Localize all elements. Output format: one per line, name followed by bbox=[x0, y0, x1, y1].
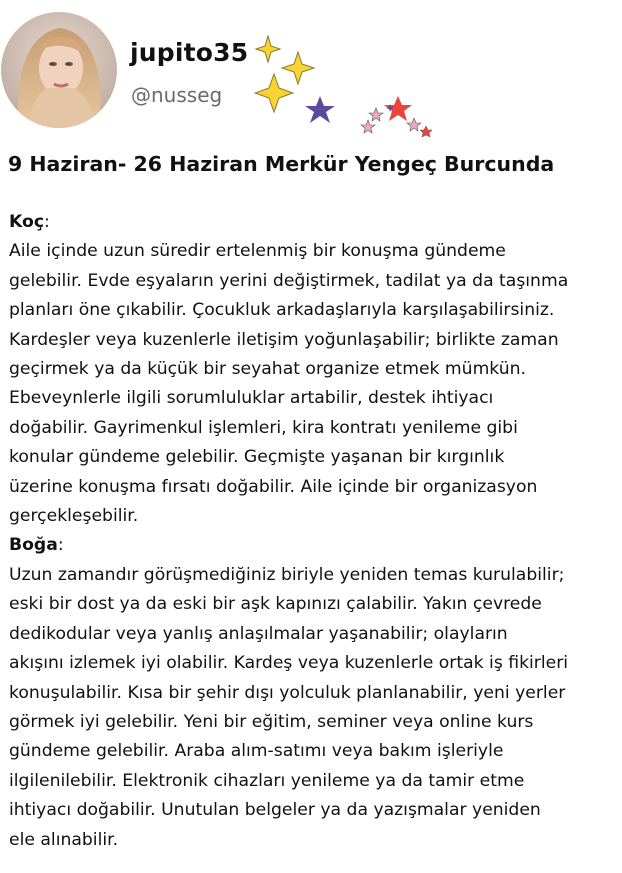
text-line: Ebeveynlerle ilgili sorumluluklar artabilir, destek ihtiyacı bbox=[9, 388, 494, 409]
text-line: gündeme gelebilir. Araba alım-satımı veya bakım işleriyle bbox=[9, 741, 504, 762]
text-line: ele alınabilir. bbox=[9, 829, 119, 850]
decorative-stars bbox=[250, 30, 450, 140]
star-icon bbox=[361, 120, 375, 133]
text-line: ihtiyacı doğabilir. Unutulan belgeler ya da yazışmalar yeniden bbox=[9, 800, 541, 821]
star-icon bbox=[407, 118, 421, 131]
star-icon bbox=[420, 126, 432, 137]
sign-name: Boğa bbox=[9, 535, 58, 556]
text-line: Aile içinde uzun süredir ertelenmiş bir konuşma gündeme bbox=[9, 241, 506, 262]
sign-heading: Koç: bbox=[9, 212, 50, 232]
text-line: doğabilir. Gayrimenkul işlemleri, kira kontratı yenileme gibi bbox=[9, 417, 518, 438]
text-line: üzerine konuşma fırsatı doğabilir. Aile içinde bir organizasyon bbox=[9, 476, 538, 497]
avatar-photo bbox=[1, 12, 117, 128]
post-body bbox=[9, 208, 619, 855]
sparkle-icon bbox=[255, 74, 293, 112]
profile-header bbox=[0, 0, 622, 140]
user-handle: @nusseg bbox=[131, 83, 223, 107]
text-line: dedikodular veya yanlış anlaşılmalar yaşanabilir; olayların bbox=[9, 623, 508, 644]
text-line: ilgilenilebilir. Elektronik cihazları yenileme ya da tamir etme bbox=[9, 770, 525, 791]
text-line: planları öne çıkabilir. Çocukluk arkadaşlarıyla karşılaşabilirsiniz. bbox=[9, 300, 555, 321]
username[interactable]: jupito35 bbox=[130, 38, 249, 67]
text-line: gerçekleşebilir. bbox=[9, 506, 139, 527]
sparkle-icon bbox=[282, 52, 314, 84]
star-icon bbox=[305, 96, 335, 123]
text-line: Kardeşler veya kuzenlerle iletişim yoğunlaşabilir; birlikte zaman bbox=[9, 329, 559, 350]
text-line: akışını izlemek iyi olabilir. Kardeş veya kuzenlerle ortak iş fikirleri bbox=[9, 653, 569, 674]
avatar[interactable] bbox=[1, 12, 117, 128]
sign-heading: Boğa: bbox=[9, 535, 64, 556]
sparkle-icon bbox=[256, 36, 280, 62]
text-line: eski bir dost ya da eski bir aşk kapınızı çalabilir. Yakın çevrede bbox=[9, 594, 542, 615]
sign-section-boga bbox=[9, 531, 619, 854]
sign-section-koc bbox=[9, 208, 619, 531]
text-line: gelebilir. Evde eşyaların yerini değiştirmek, tadilat ya da taşınma bbox=[9, 270, 569, 291]
text-line: konular gündeme gelebilir. Geçmişte yaşanan bir kırgınlık bbox=[9, 447, 505, 468]
text-line: konuşulabilir. Kısa bir şehir dışı yolculuk planlanabilir, yeni yerler bbox=[9, 682, 566, 703]
text-line: geçirmek ya da küçük bir seyahat organize etmek mümkün. bbox=[9, 359, 526, 380]
text-line: Uzun zamandır görüşmediğiniz biriyle yeniden temas kurulabilir; bbox=[9, 564, 565, 585]
sign-name: Koç bbox=[9, 212, 45, 232]
star-icon bbox=[369, 108, 383, 121]
text-line: görmek iyi gelebilir. Yeni bir eğitim, seminer veya online kurs bbox=[9, 711, 534, 732]
post-title: 9 Haziran- 26 Haziran Merkür Yengeç Burcunda bbox=[8, 152, 555, 176]
